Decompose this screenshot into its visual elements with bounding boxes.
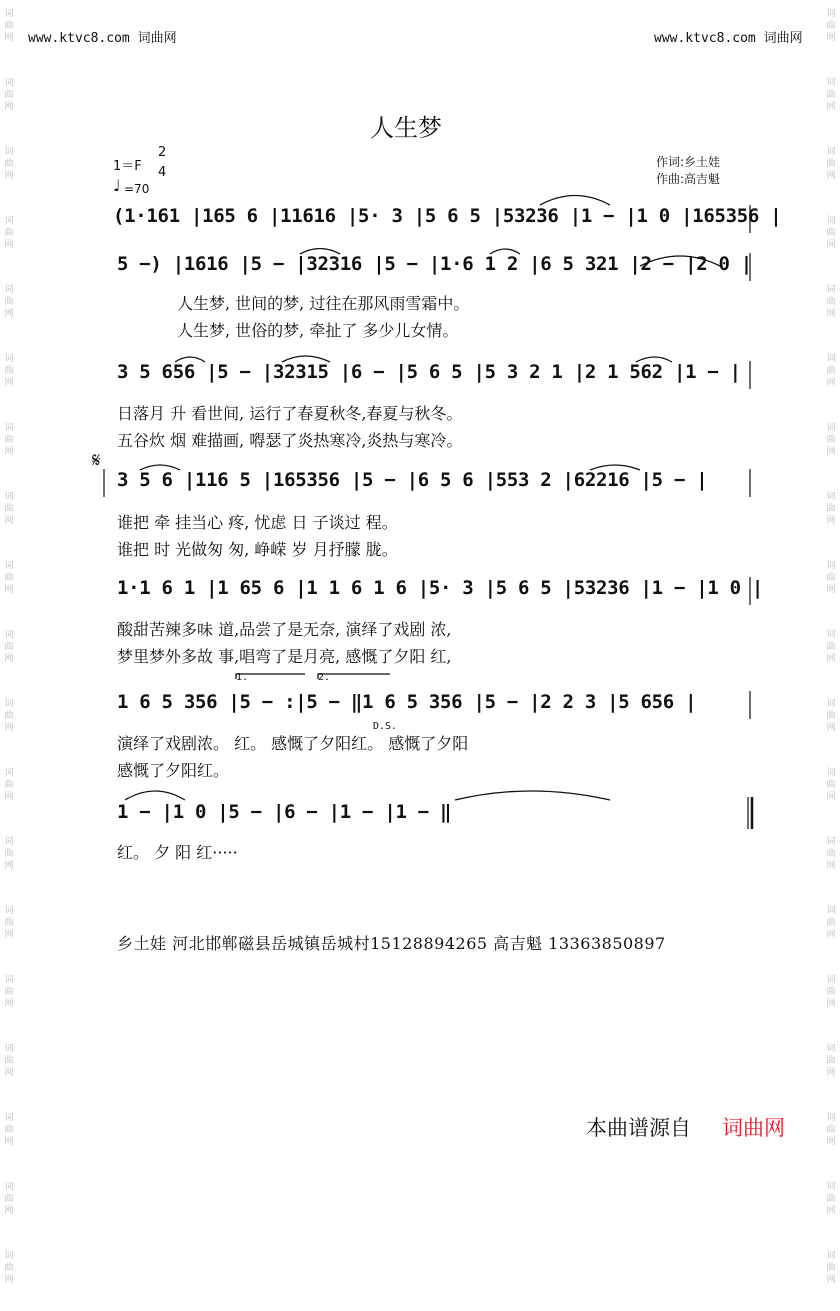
tie-3 bbox=[125, 791, 185, 800]
notation-row-1: (1·161 |165 6 |11616 |5· 3 |5 6 5 |53236 |1 − |1 0 |165356 | bbox=[113, 205, 782, 227]
notation-row-3: 3 5 656 |5 − |32315 |6 − |5 6 5 |5 3 2 1 |2 1 562 |1 − | bbox=[117, 361, 741, 383]
composer-credit: 作曲:高吉魁 bbox=[656, 172, 721, 186]
volta-2-line bbox=[318, 674, 390, 679]
right-watermark-column: 词 曲 网 词 曲 网 词 曲 网 词 曲 网 词 曲 网 词 曲 网 词 曲 网 词 曲 网 词 曲 网 词 曲 网 词 曲 网 词 曲 网 词 曲 网 词 曲 网 词 曲 网 词 曲 网 词 曲 网 词 曲 网 词 曲 网 bbox=[826, 9, 836, 1285]
slur-1 bbox=[300, 249, 340, 255]
slur-3 bbox=[175, 357, 205, 362]
lyric-row-5-verse-2: 梦里梦外多故 事,唱弯了是月亮, 感慨了夕阳 红, bbox=[117, 647, 452, 666]
lyric-row-7: 红。 夕 阳 红····· bbox=[117, 843, 238, 862]
left-watermark-column: 词 曲 网 词 曲 网 词 曲 网 词 曲 网 词 曲 网 词 曲 网 词 曲 网 词 曲 网 词 曲 网 词 曲 网 词 曲 网 词 曲 网 词 曲 网 词 曲 网 词 曲 网 词 曲 网 词 曲 网 词 曲 网 词 曲 网 bbox=[4, 9, 14, 1285]
slur-2 bbox=[490, 249, 520, 254]
tie-1 bbox=[540, 196, 610, 206]
lyricist-credit: 作词:乡土娃 bbox=[656, 155, 721, 169]
contact-footer: 乡土娃 河北邯郸磁县岳城镇岳城村15128894265 高吉魁 13363850897 bbox=[117, 934, 666, 953]
slur-4 bbox=[282, 356, 330, 362]
quarter-note-icon: ♩ bbox=[113, 176, 121, 195]
tie-4 bbox=[455, 791, 610, 800]
notation-row-2: 5 −) |1616 |5 − |32316 |5 − |1·6 1 2 |6 5 321 |2 − |2 0 | bbox=[117, 253, 752, 275]
lyric-row-5-verse-1: 酸甜苦辣多味 道,品尝了是无奈, 演绎了戏剧 浓, bbox=[117, 620, 452, 639]
notation-row-5: 1·1 6 1 |1 65 6 |1 1 6 1 6 |5· 3 |5 6 5 |53236 |1 − |1 0 | bbox=[117, 577, 764, 599]
volta-1-line bbox=[236, 674, 305, 679]
slur-7 bbox=[590, 465, 640, 470]
source-brand-link[interactable]: 词曲网 bbox=[722, 1116, 785, 1140]
site-watermark-left[interactable]: www.ktvc8.com 词曲网 bbox=[28, 31, 177, 46]
slur-5 bbox=[636, 357, 672, 362]
time-signature-bottom: 4 bbox=[158, 165, 167, 180]
segno-icon: 𝄋 bbox=[92, 448, 101, 472]
lyric-row-3-verse-1: 日落月 升 看世间, 运行了春夏秋冬,春夏与秋冬。 bbox=[117, 404, 463, 423]
lyric-row-4-verse-1: 谁把 牵 挂当心 疼, 忧虑 日 子谈过 程。 bbox=[117, 513, 398, 532]
notation-row-6: 1 6 5 356 |5 − :|5 − ‖1 6 5 356 |5 − |2 2 3 |5 656 | bbox=[117, 691, 697, 713]
slur-6 bbox=[140, 465, 180, 470]
notation-row-4: 3 5 6 |116 5 |165356 |5 − |6 5 6 |553 2 |62216 |5 − | bbox=[117, 469, 708, 491]
lyric-row-4-verse-2: 谁把 时 光做匆 匆, 峥嵘 岁 月抒朦 胧。 bbox=[117, 540, 398, 559]
site-watermark-right[interactable]: www.ktvc8.com 词曲网 bbox=[654, 31, 803, 46]
lyric-row-6-verse-2: 感慨了夕阳红。 bbox=[117, 761, 230, 780]
key-signature: 1＝F bbox=[113, 159, 142, 174]
lyric-row-3-verse-2: 五谷炊 烟 难描画, 嘚瑟了炎热寒冷,炎热与寒冷。 bbox=[117, 431, 463, 450]
page-title: 人生梦 bbox=[370, 114, 442, 142]
tempo-mark: =70 bbox=[124, 182, 150, 196]
tie-2 bbox=[640, 256, 720, 266]
source-label: 本曲谱源自 bbox=[586, 1116, 691, 1140]
ending-1-mark: 1. bbox=[236, 672, 249, 683]
lyric-row-2-verse-1: 人生梦, 世间的梦, 过往在那风雨雪霜中。 bbox=[177, 294, 470, 313]
lyric-row-6-verse-1: 演绎了戏剧浓。 红。 感慨了夕阳红。 感慨了夕阳 bbox=[117, 734, 469, 753]
ending-2-mark: 2. bbox=[318, 672, 331, 683]
notation-row-7: 1 − |1 0 |5 − |6 − |1 − |1 − ‖ bbox=[117, 801, 452, 823]
dal-segno-mark: D.S. bbox=[373, 721, 398, 732]
time-signature-top: 2 bbox=[158, 145, 167, 160]
lyric-row-2-verse-2: 人生梦, 世俗的梦, 牵扯了 多少儿女情。 bbox=[177, 321, 459, 340]
